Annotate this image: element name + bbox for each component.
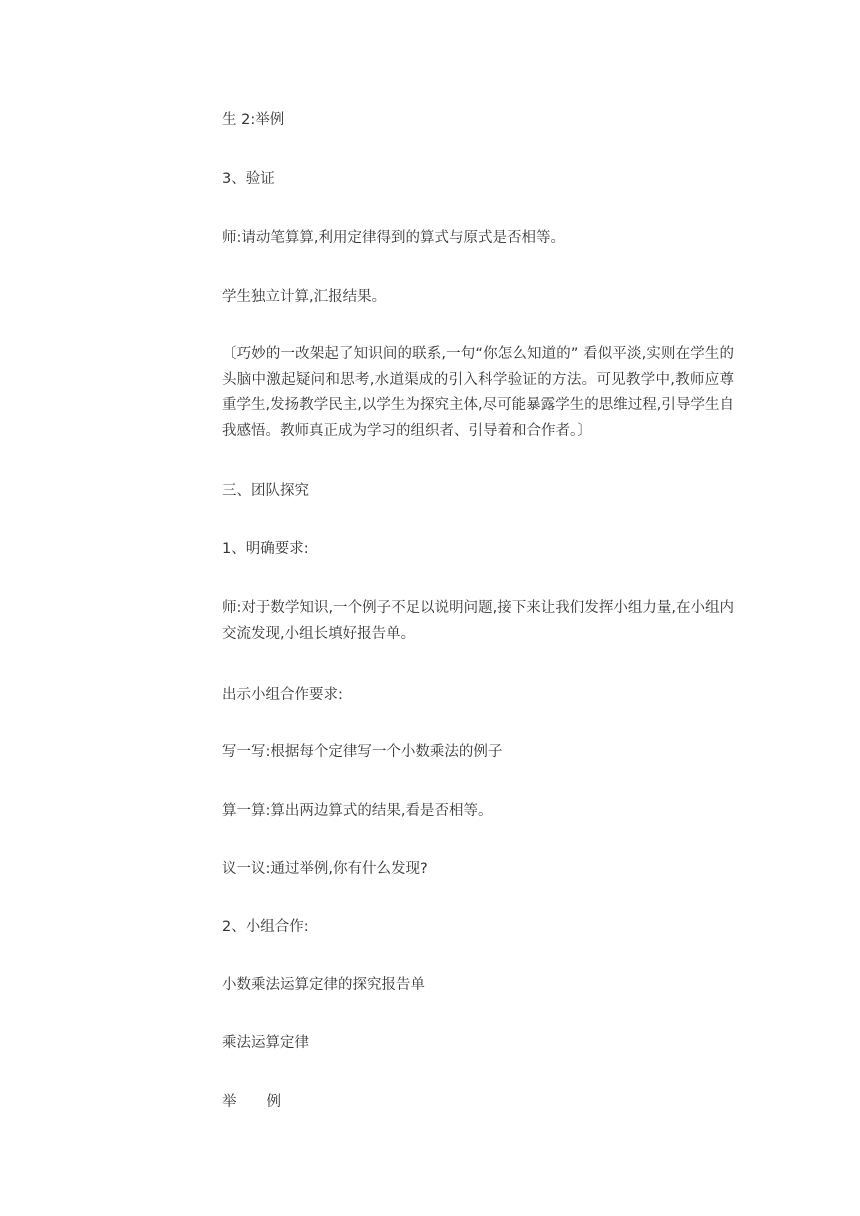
text-line-discuss: 议一议:通过举例,你有什么发现? bbox=[222, 861, 428, 877]
example-char-2: 例 bbox=[266, 1094, 281, 1110]
heading-group-cooperation: 2、小组合作: bbox=[222, 919, 309, 935]
text-line-multiplication-laws: 乘法运算定律 bbox=[222, 1035, 309, 1051]
text-line-teacher-instruction: 师:请动笔算算,利用定律得到的算式与原式是否相等。 bbox=[222, 230, 565, 246]
text-line-student-calculate: 学生独立计算,汇报结果。 bbox=[222, 289, 387, 305]
heading-requirements: 1、明确要求: bbox=[222, 541, 309, 557]
text-line-calculate: 算一算:算出两边算式的结果,看是否相等。 bbox=[222, 803, 493, 819]
example-char-1: 举 bbox=[222, 1094, 237, 1110]
heading-team-explore: 三、团队探究 bbox=[222, 483, 309, 499]
heading-verify: 3、验证 bbox=[222, 171, 275, 187]
comment-paragraph: 〔巧妙的一改架起了知识间的联系,一句“你怎么知道的” 看似平淡,实则在学生的头脑中激起疑问和思考,水道渠成的引入科学验证的方法。可见教学中,教师应尊重学生,发扬教学民主,以学生为探究主体,尽可能暴露学生的思维过程,引导学生自我感悟。教师真正成为学习的组织者、引导着和合作者。〕 bbox=[222, 346, 734, 439]
text-line-write: 写一写:根据每个定律写一个小数乘法的例子 bbox=[222, 744, 503, 760]
text-paragraph-teacher-group: 师:对于数学知识,一个例子不足以说明问题,接下来让我们发挥小组力量,在小组内交流发现,小组长填好报告单。 bbox=[222, 600, 734, 642]
text-line-report-title: 小数乘法运算定律的探究报告单 bbox=[222, 977, 425, 993]
text-line-show-requirements: 出示小组合作要求: bbox=[222, 687, 343, 703]
text-line-student-2-example: 生 2:举例 bbox=[222, 112, 285, 128]
text-line-example bbox=[222, 1093, 281, 1111]
